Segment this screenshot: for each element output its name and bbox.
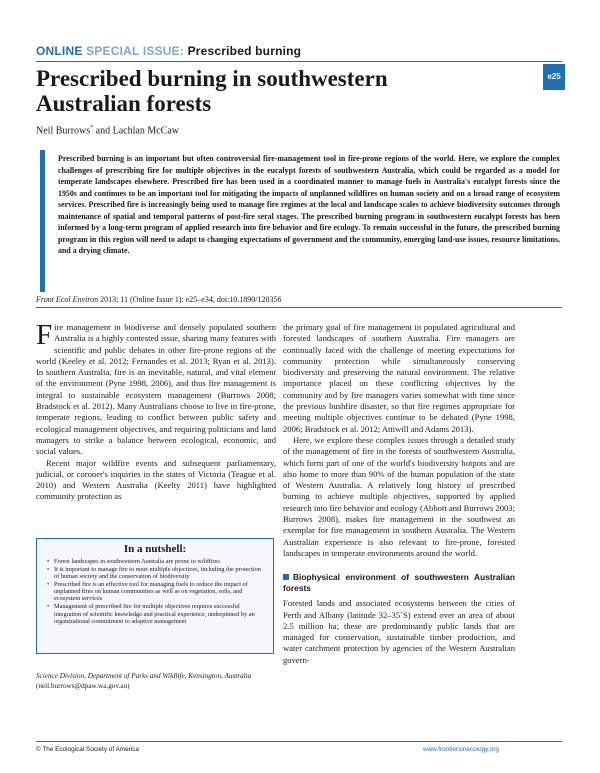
citation-details: 2013; 11 (Online Issue 1): e25–e34, doi:10.1890/120356 xyxy=(98,295,282,304)
affiliation-text: Science Division, Department of Parks and Wildlife, Kensington, Australia xyxy=(36,672,252,680)
nutshell-box xyxy=(36,538,274,654)
nutshell-item: • Management of prescribed fire for multiple objectives requires successful integration of scientific knowledge and practical experience, underpinned by an organizational commitment to adaptive management xyxy=(47,603,263,625)
authors xyxy=(36,125,179,136)
body-paragraph: Recent major wildfire events and subsequent parliamentary, judicial, or coroner's inquiries in the states of Victoria (Teague et al. 2010) and Western Australia (Keelty 2011) have highlighted community protection as xyxy=(36,457,276,502)
abstract-accent-bar xyxy=(40,150,45,292)
footer-copyright: © The Ecological Society of America xyxy=(36,746,139,753)
affiliation xyxy=(36,672,276,691)
citation-divider xyxy=(36,307,562,308)
citation-journal: Front Ecol Environ xyxy=(36,295,99,304)
article-title: Prescribed burning in southwestern Australian forests xyxy=(36,66,388,116)
body-text: ire management in biodiverse and densely populated southern Australia is a highly contested issue, sharing many features with scientific and public debates in other fire-prone regions of the world (Keeley et al. 2012; Fernandes et al. 2013; Ryan et al. 2013). In southern Australia, fire is an inevitable, natural, and vital element of the environment (Pyne 1998, 2006), and thus fire management is integral to sustainable ecosystem management (Burrows 2008; Bradstock et al. 2012). Many Australians choose to live in fire-prone, temperate regions, leading to conflict between public safety and ecological management objectives, and requiring politicians and land managers to strike a balance between ecological, economic, and social values. xyxy=(36,322,276,457)
body-paragraph: Here, we explore these complex issues through a detailed study of the management of fire in the forests of southwestern Australia, which form part of one of the world's biodiversity hotpots and are also home to more than 90% of the human population of the state of Western Australia. A relatively long history of prescribed burning to achieve multiple objectives, supported by applied research into fire behavior and ecology (Abbott and Burrows 2003; Burrows 2008), makes fire management in the southwest an exemplar for fire management in southern Australia. The Western Australian experience is also relevant to fire-prone, forested landscapes in temperate environments around the world. xyxy=(283,434,515,558)
nutshell-list xyxy=(47,558,263,625)
body-paragraph xyxy=(36,319,276,458)
abstract: Prescribed burning is an important but often controversial fire-management tool in fire-prone regions of the world. Here, we explore the complex challenges of prescribing fire for multiple objectives in the eucalypt forests of southwestern Australia, which could be regarded as a model for temperate landscapes elsewhere. Prescribed fire has been used in a coordinated manner to manage fuels in Australia's eucalypt forests since the 1950s and continues to be an important tool for mitigating the impacts of unplanned wildfires on human society and on a broad range of ecosystem services. Prescribed fire is increasingly being used to manage fire regimes at the local and landscape scales to achieve biodiversity outcomes through maintenance of spatial and temporal patterns of post-fire seral stages. The prescribed burning program in southwestern eucalypt forests has been informed by a long-term program of applied research into fire behavior and fire ecology. To remain successful in the future, the prescribed burning program in this region will need to adapt to changing expectations of government and the community, emerging land-use issues, resource limitations, and a drying climate. xyxy=(58,154,560,256)
citation-line xyxy=(36,295,282,304)
body-column-left xyxy=(36,319,276,503)
author-names-2: and Lachlan McCaw xyxy=(93,125,179,137)
running-header xyxy=(36,44,301,58)
header-online: ONLINE xyxy=(36,44,83,58)
body-column-right xyxy=(283,322,515,666)
author-email[interactable]: (neil.burrows@dpaw.wa.gov.au) xyxy=(36,681,130,690)
body-paragraph: the primary goal of fire management in populated agricultural and forested landscapes of southern Australia. Fire managers are continually faced with the challenge of meeting expectations for community protection while simultaneously conserving biodiversity and preserving the natural environment. The relative importance placed on these conflicting objectives by the community and by fire managers varies somewhat with time since the previous bushfire disaster, so that fire regimes appropriate for meeting multiple objectives continue to be debated (Pyne 1998, 2006; Bradstock et al. 2012; Attiwill and Adams 2013). xyxy=(283,322,515,434)
nutshell-item: • Forest landscapes in southwestern Australia are prone to wildfires xyxy=(47,558,263,565)
section-heading-text: Biophysical environment of southwestern Australian forests xyxy=(283,572,515,593)
header-special-issue: SPECIAL ISSUE: xyxy=(86,44,185,58)
author-marker: * xyxy=(90,125,94,131)
author-names-1: Neil Burrows xyxy=(36,125,91,137)
drop-cap: F xyxy=(36,319,53,351)
section-heading xyxy=(283,572,515,593)
header-topic: Prescribed burning xyxy=(187,44,302,58)
nutshell-title: In a nutshell: xyxy=(123,543,187,555)
body-paragraph: Forested lands and associated ecosystems between the cities of Perth and Albany (latitude 32–35˚S) extend over an area of about 2.5 million ha; these are predominantly public lands that are managed for conservation, sustainable timber production, and water catchment protection by agencies of the Western Australian govern- xyxy=(283,598,515,665)
footer-website-link[interactable]: www.frontiersinecology.org xyxy=(423,746,499,753)
nutshell-item: • Prescribed fire is an effective tool for managing fuels to reduce the impact of unplanned fires on human communities as well as on vegetation, soils, and ecosystem services xyxy=(47,581,263,603)
nutshell-item: • It is important to manage fire to meet multiple objectives, including the protection of human society and the conservation of biodiversity xyxy=(47,566,263,581)
header-divider xyxy=(36,61,562,62)
square-bullet-icon xyxy=(283,574,289,580)
footer-divider xyxy=(36,741,562,742)
page-number-tab: e25 xyxy=(543,64,565,90)
